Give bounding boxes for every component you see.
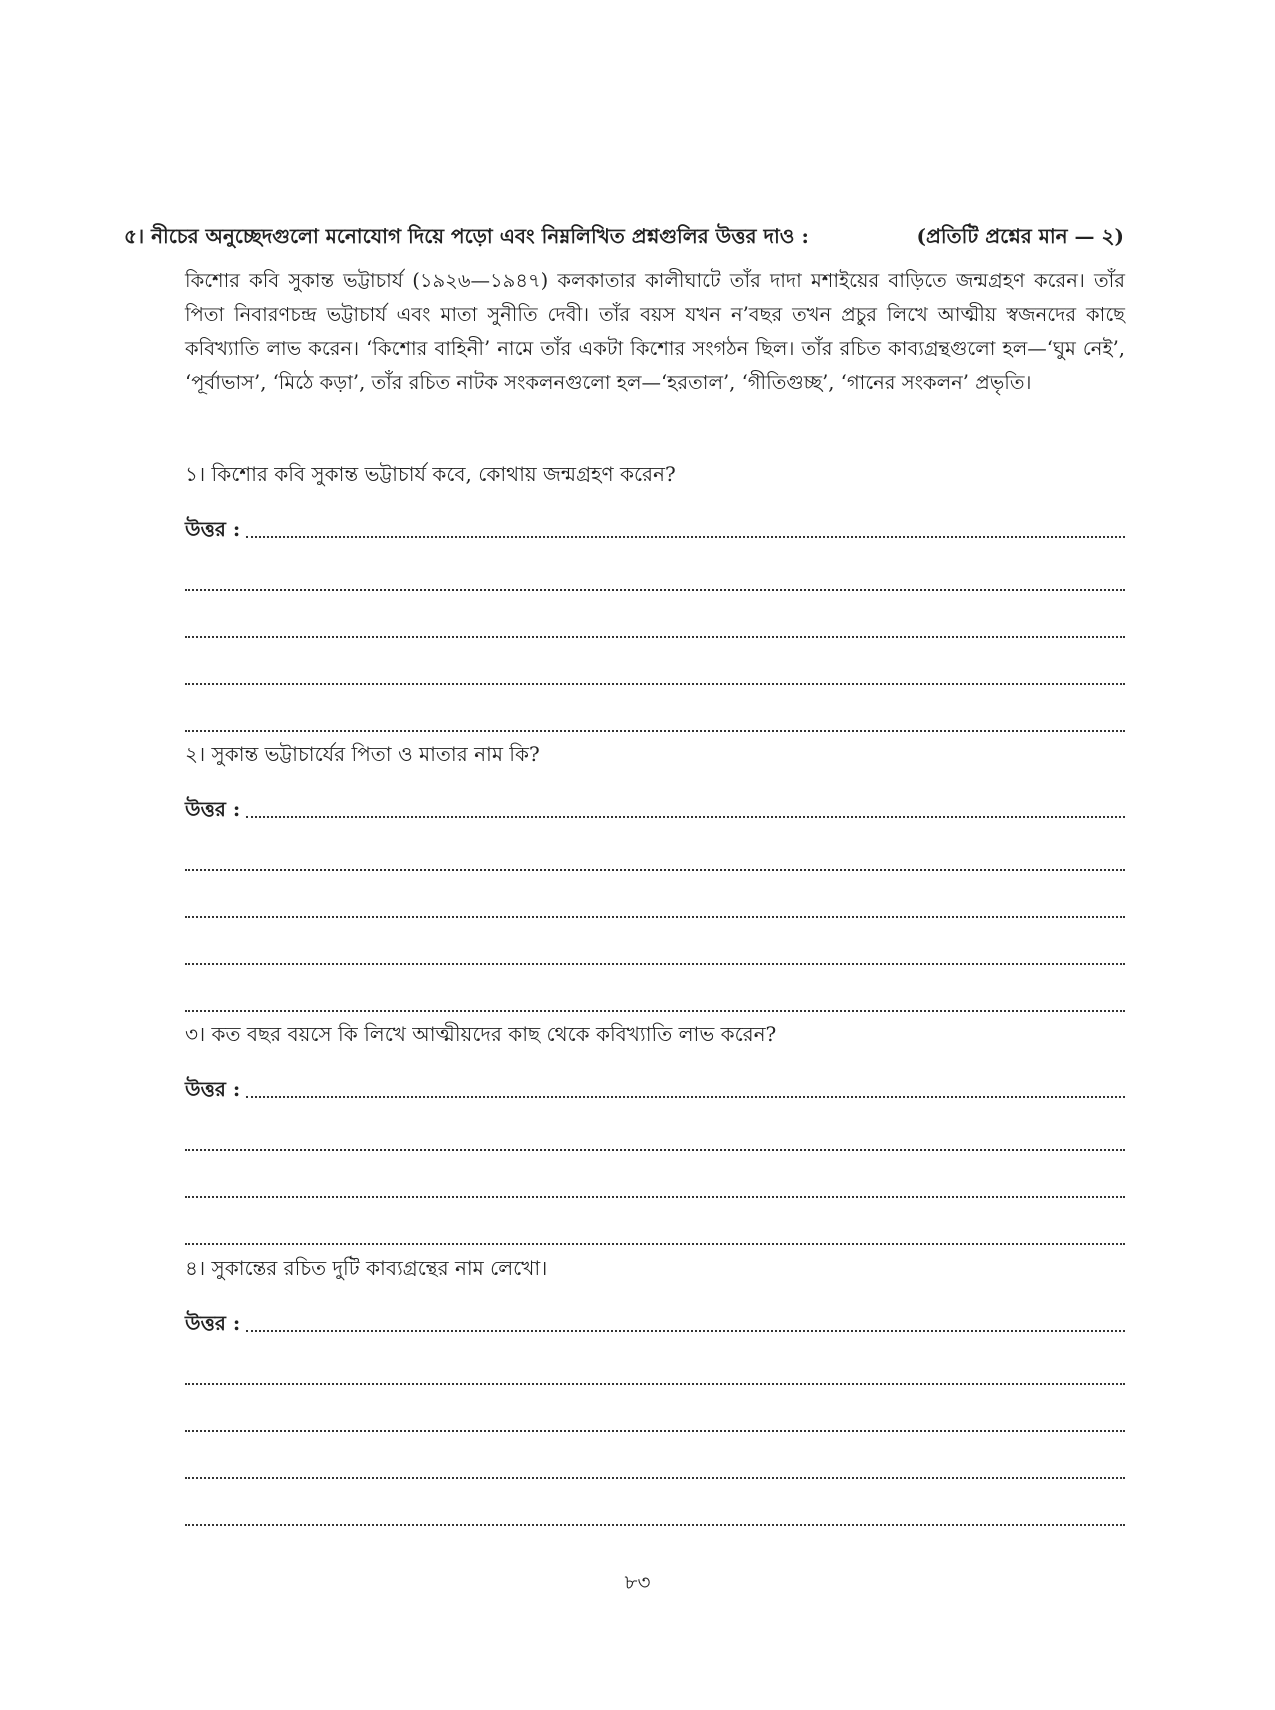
question-text: ২। সুকান্ত ভট্টাচার্যের পিতা ও মাতার নাম কি? [185,742,540,766]
passage-text: কিশোর কবি সুকান্ত ভট্টাচার্য (১৯২৬—১৯৪৭) কলকাতার কালীঘাটে তাঁর দাদা মশাইয়ের বাড়িতে জন্মগ্রহণ করেন। তাঁর পিতা নিবারণচন্দ্র ভট্টাচার্য এবং মাতা সুনীতি দেবী। তাঁর বয়স যখন ন’বছর তখন প্রচুর লিখে আত্মীয় স্বজনদের কাছে কবিখ্যাতি লাভ করেন। ‘কিশোর বাহিনী’ নামে তাঁর একটা কিশোর সংগঠন ছিল। তাঁর রচিত কাব্যগ্রন্থগুলো হল—‘ঘুম নেই’, ‘পূর্বাভাস’, ‘মিঠে কড়া’, তাঁর রচিত নাটক সংকলনগুলো হল—‘হরতাল’, ‘গীতিগুচ্ছ’, ‘গানের সংকলন’ প্রভৃতি। [185,269,1125,394]
section-instruction: ৫। নীচের অনুচ্ছেদগুলো মনোযোগ দিয়ে পড়ো এবং নিম্নলিখিত প্রশ্নগুলির উত্তর দাও : [124,224,809,248]
reading-passage [185,264,1125,400]
answer-line[interactable] [185,589,1125,591]
answer-line-first[interactable] [185,1292,1125,1338]
question-block-1 [185,456,1125,732]
page-number: ৮৩ [624,1570,651,1594]
question-block-4 [185,1250,1125,1526]
answer-line[interactable] [185,1010,1125,1012]
answer-line[interactable] [185,1524,1125,1526]
answer-line[interactable] [185,683,1125,685]
answer-line-first[interactable] [185,1058,1125,1104]
dotted-line [246,816,1125,818]
dotted-line [246,1096,1125,1098]
section-heading [124,218,1124,254]
dotted-line [246,1330,1125,1332]
answer-label: উত্তর : [185,1311,241,1335]
marks-note: (প্রতিটি প্রশ্নের মান — ২) [916,224,1124,248]
answer-line[interactable] [185,963,1125,965]
answer-line[interactable] [185,869,1125,871]
answer-label: উত্তর : [185,797,241,821]
answer-line-first[interactable] [185,778,1125,824]
answer-label: উত্তর : [185,517,241,541]
answer-label: উত্তর : [185,1077,241,1101]
answer-line[interactable] [185,1243,1125,1245]
answer-line[interactable] [185,1477,1125,1479]
answer-line[interactable] [185,730,1125,732]
question-block-2 [185,736,1125,1012]
dotted-line [246,536,1125,538]
question-block-3 [185,1016,1125,1245]
question-text: ৪। সুকান্তের রচিত দুটি কাব্যগ্রন্থের নাম লেখো। [185,1256,548,1280]
question-text: ৩। কত বছর বয়সে কি লিখে আত্মীয়দের কাছ থেকে কবিখ্যাতি লাভ করেন? [185,1022,777,1046]
answer-line[interactable] [185,1196,1125,1198]
answer-line-first[interactable] [185,498,1125,544]
answer-line[interactable] [185,1383,1125,1385]
answer-line[interactable] [185,1149,1125,1151]
answer-line[interactable] [185,1430,1125,1432]
question-text: ১। কিশোর কবি সুকান্ত ভট্টাচার্য কবে, কোথায় জন্মগ্রহণ করেন? [185,462,676,486]
answer-line[interactable] [185,916,1125,918]
answer-line[interactable] [185,636,1125,638]
